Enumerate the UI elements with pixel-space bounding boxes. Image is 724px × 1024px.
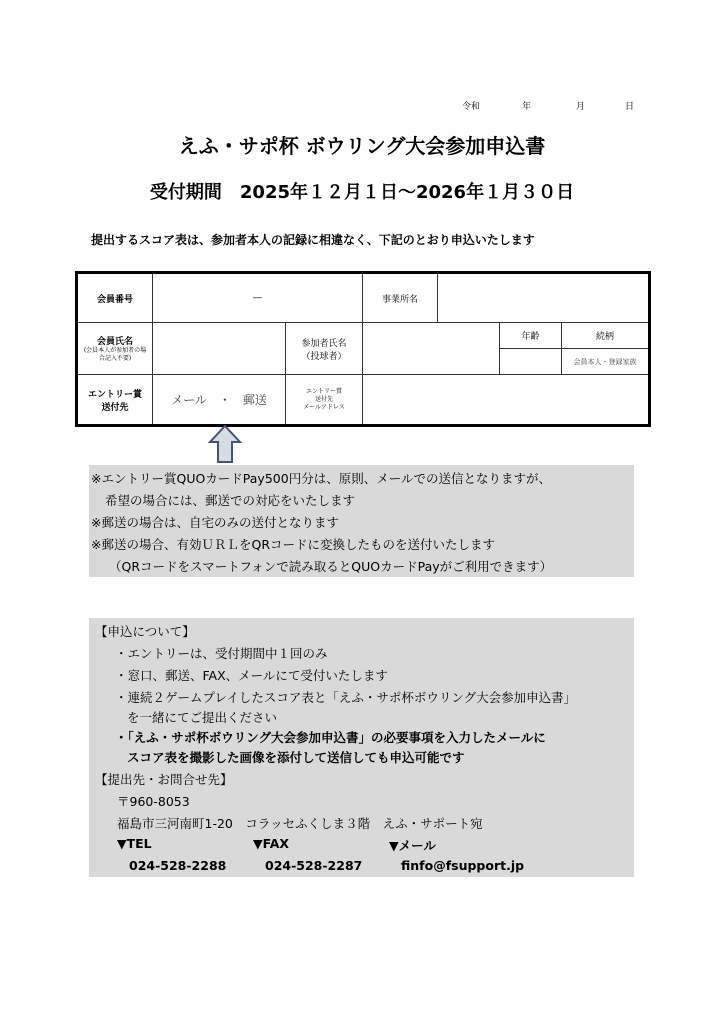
application-box <box>89 618 634 877</box>
participant-label: 参加者氏名 <box>301 338 347 349</box>
application-heading: 【申込について】 <box>95 624 195 639</box>
entry-dest-label1: エントリー賞 <box>87 389 142 400</box>
email-address[interactable]: finfo@fsupport.jp <box>401 858 525 873</box>
mail-label: ▼メール <box>389 838 436 853</box>
entry-period: 受付期間 2025年１２月１日～2026年１月３０日 <box>149 182 575 203</box>
contact-heading: 【提出先・お問合せ先】 <box>95 772 233 787</box>
office-label: 事業所名 <box>363 273 438 323</box>
participant-name-field[interactable] <box>363 323 500 375</box>
month-label: 月 <box>576 102 586 112</box>
address: 福島市三河南町1-20 コラッセふくしま３階 えふ・サポート宛 <box>117 816 483 831</box>
note-line: ※エントリー賞QUOカードPay500円分は、原則、メールでの送信となりますが、 <box>91 471 551 486</box>
application-item: ・「えふ・サポ杯ボウリング大会参加申込書」の必要事項を入力したメールに <box>115 730 546 745</box>
note-line: 希望の場合には、郵送での対応をいたします <box>105 493 356 508</box>
age-label: 年齢 <box>500 323 562 349</box>
note-line: ※郵送の場合、有効ＵＲＬをQRコードに変換したものを送付いたします <box>91 537 495 552</box>
declaration: 提出するスコア表は、参加者本人の記録に相違なく、下記のとおり申込いたします <box>91 233 535 247</box>
relation-label: 続柄 <box>562 323 650 349</box>
year-label: 年 <box>522 102 532 112</box>
age-field[interactable] <box>500 349 562 375</box>
entry-dest-label2: 送付先 <box>101 402 129 413</box>
application-item: ・エントリーは、受付期間中１回のみ <box>115 646 328 661</box>
member-no-label: 会員番号 <box>77 273 153 323</box>
entry-dest-options[interactable]: メール ・ 郵送 <box>153 375 286 426</box>
fax-number: 024-528-2287 <box>265 858 363 873</box>
tel-number: 024-528-2288 <box>129 858 227 873</box>
era: 令和 <box>462 102 481 112</box>
application-item: スコア表を撮影した画像を添付して送信しても申込可能です <box>127 750 465 765</box>
entry-dest-label-cell <box>77 375 153 426</box>
email-label-cell <box>286 375 363 426</box>
notes-box <box>89 465 634 577</box>
application-table <box>75 271 651 427</box>
tel-label: ▼TEL <box>117 836 152 851</box>
member-name-field[interactable] <box>153 323 286 375</box>
email-label1: エントリー賞 <box>305 387 342 395</box>
page-title: えふ・サポ杯 ボウリング大会参加申込書 <box>178 134 546 158</box>
participant-sub: （投球者） <box>301 351 347 362</box>
email-label2: 送付先 <box>314 395 333 403</box>
member-name-label-cell <box>77 323 153 375</box>
day-label: 日 <box>625 102 635 112</box>
office-field[interactable] <box>438 273 650 323</box>
email-label3: メールアドレス <box>303 403 345 411</box>
note-line: ※郵送の場合は、自宅のみの送付となります <box>91 515 339 530</box>
postal-code: 〒960-8053 <box>117 794 190 809</box>
application-item: ・窓口、郵送、FAX、メールにて受付いたします <box>115 668 388 683</box>
up-arrow-icon <box>208 424 242 464</box>
member-name-label: 会員氏名 <box>96 337 133 347</box>
participant-label-cell <box>286 323 363 375</box>
application-item: ・連続２ゲームプレイしたスコア表と「えふ・サポ杯ボウリング大会参加申込書」 <box>115 690 577 705</box>
application-item: を一緒にてご提出ください <box>127 710 278 725</box>
member-no-field[interactable]: ― <box>153 273 363 323</box>
fax-label: ▼FAX <box>253 836 290 851</box>
email-field[interactable] <box>363 375 650 426</box>
relation-options[interactable]: 会員本人・登録家族 <box>562 349 650 375</box>
note-line: （QRコードをスマートフォンで読み取るとQUOカードPayがご利用できます） <box>109 559 553 574</box>
member-name-note: (会員本人が参加者の場合記入不要) <box>83 347 147 362</box>
